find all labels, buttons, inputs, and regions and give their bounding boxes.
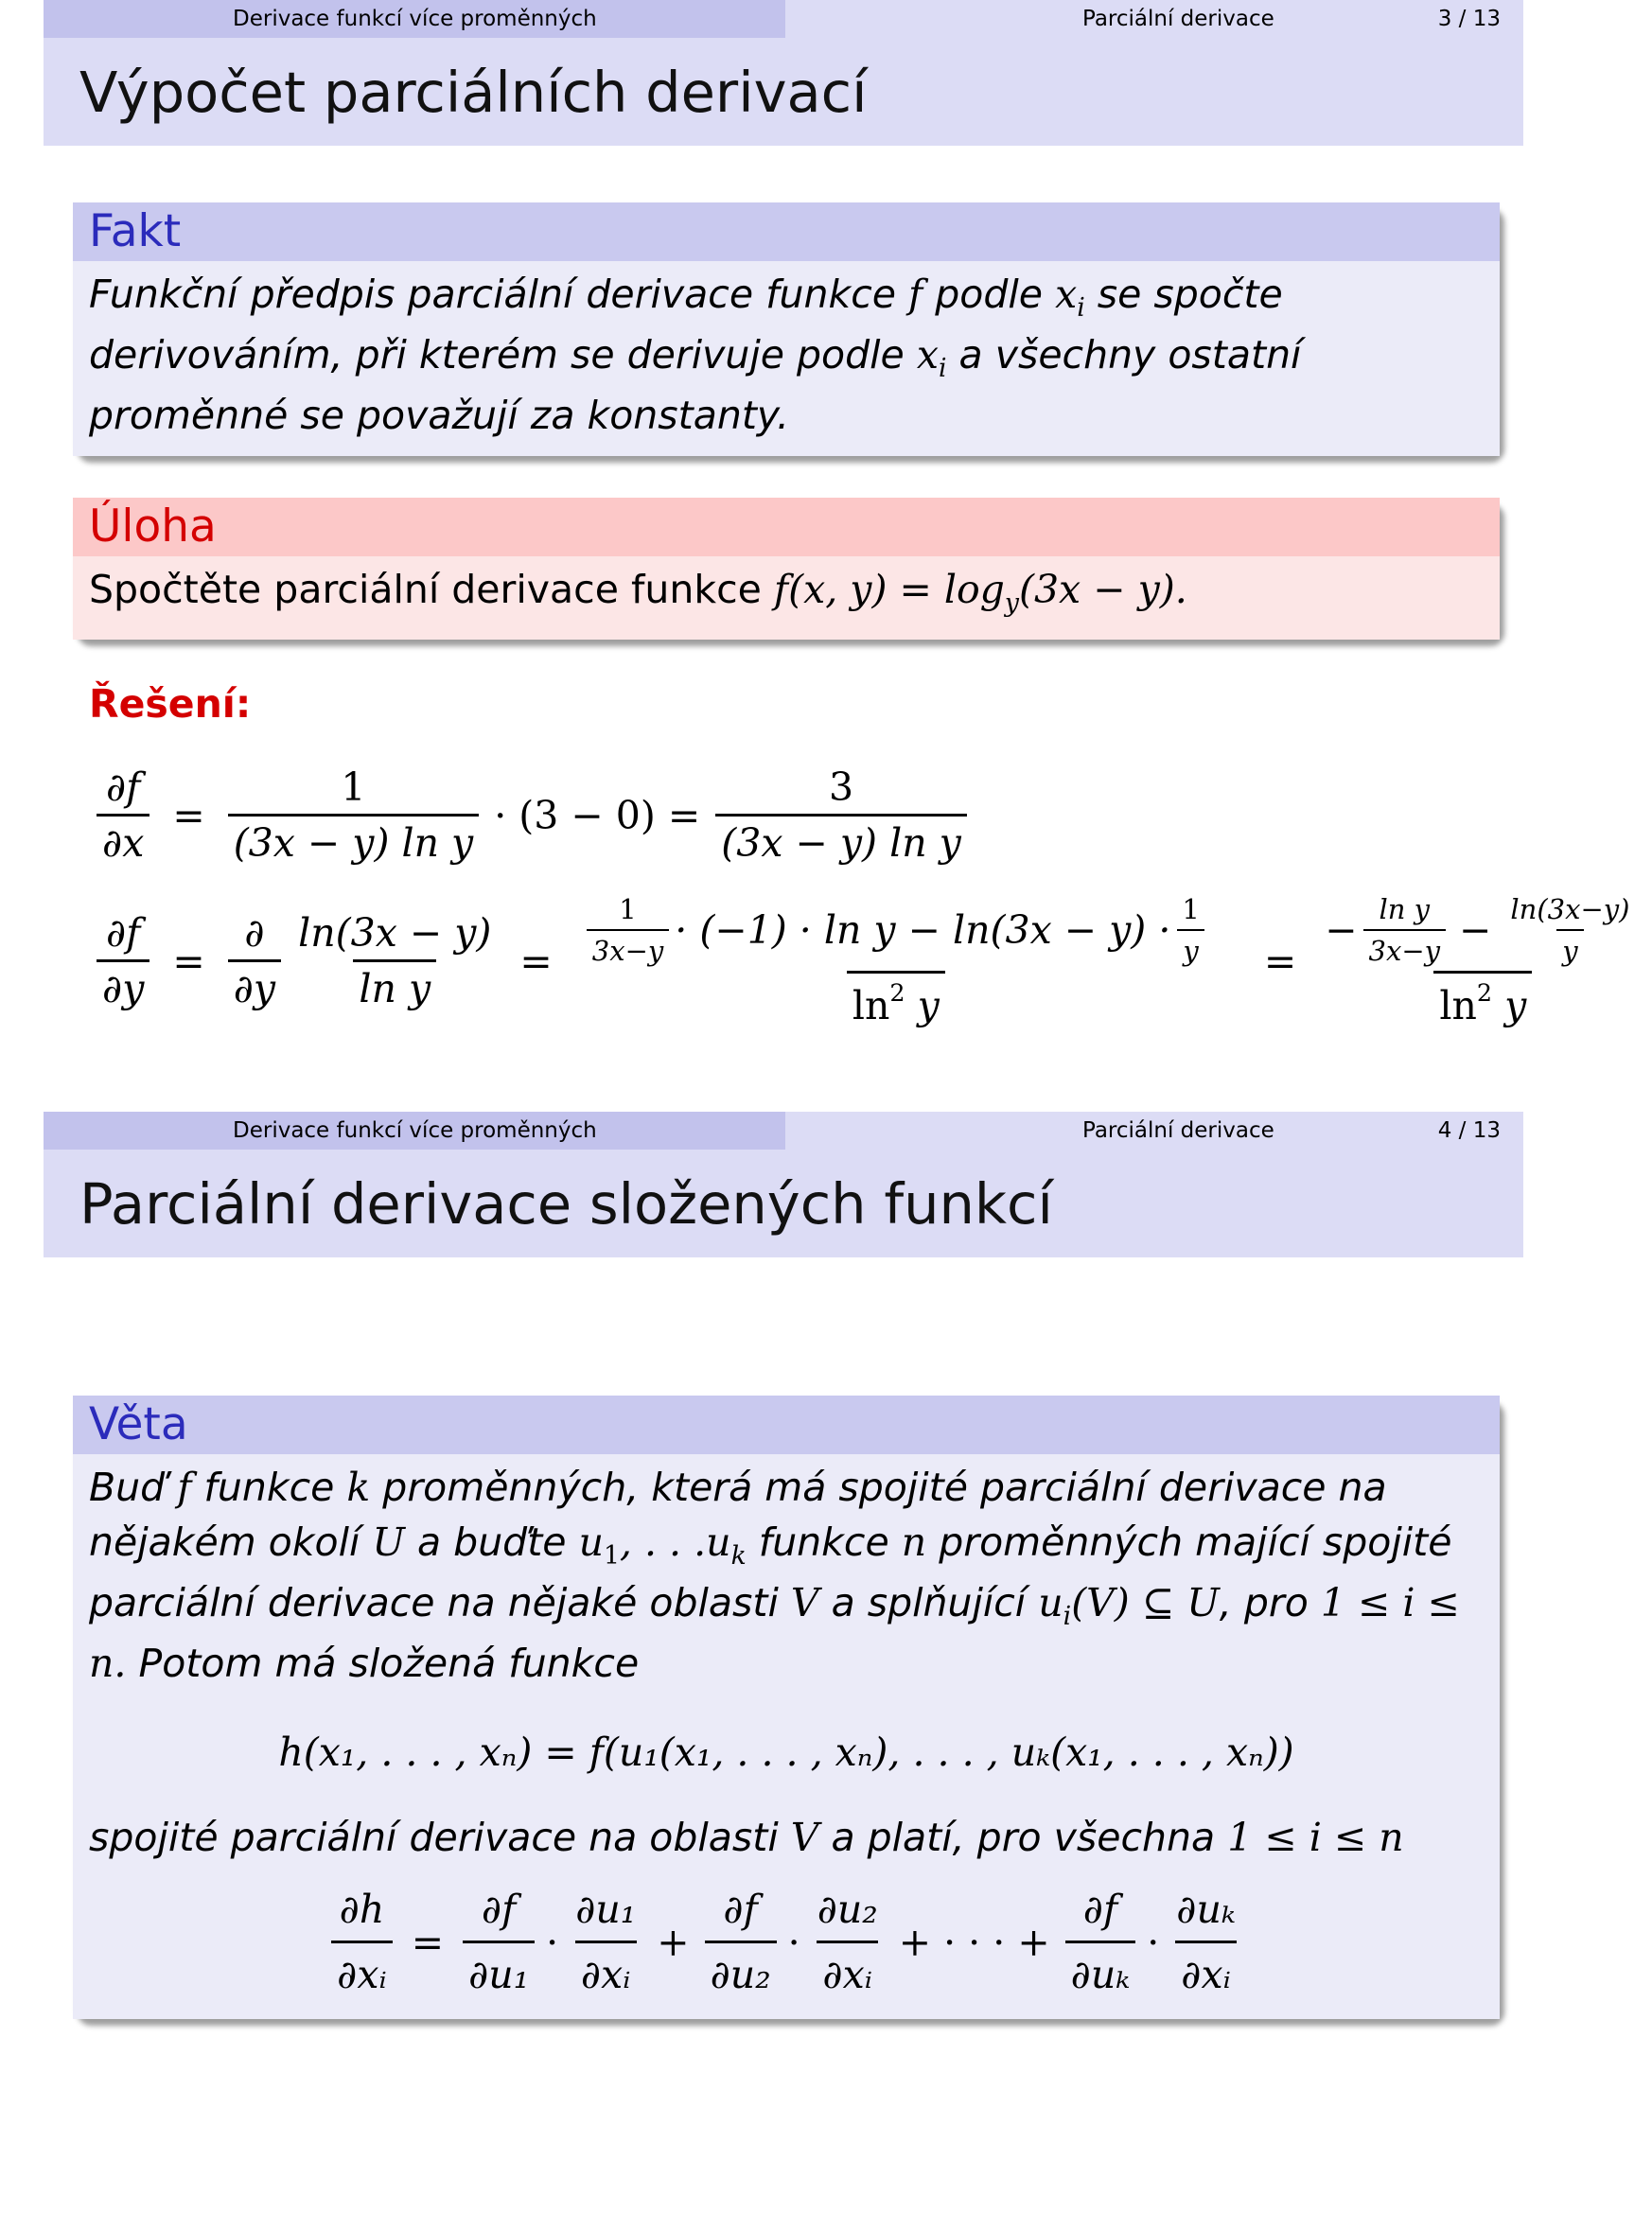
math-var: f	[908, 272, 923, 317]
task-formula	[773, 567, 1187, 619]
slide-3	[0, 0, 1630, 1112]
numerator: 1	[619, 893, 637, 925]
theorem-statement	[89, 1460, 1484, 1691]
section-name: Parciální derivace	[1082, 7, 1274, 31]
math-var: y	[1504, 983, 1527, 1028]
numerator	[575, 893, 1217, 971]
fact-text: se spočte derivováním, při kterém se derivuje podle	[89, 272, 1283, 378]
fact-text: a všechny ostatní proměnné se považují za konstanty.	[89, 332, 1302, 438]
numerator: ∂f	[105, 910, 141, 956]
equals-sign: =	[172, 938, 205, 984]
frame-title-bar	[44, 38, 1523, 146]
math-var-x: x	[1055, 272, 1078, 317]
denominator: ∂y	[97, 959, 149, 1011]
presentation-title: Derivace funkcí více proměnných	[233, 7, 597, 31]
denominator: ∂xᵢ	[1175, 1941, 1237, 2002]
math-var: k	[346, 1465, 371, 1510]
math-sub: i	[1063, 1602, 1072, 1632]
minus-sign: −	[1325, 907, 1358, 953]
equals-sign: =	[172, 792, 205, 838]
task-block-body	[73, 556, 1500, 640]
headline-right	[785, 1112, 1523, 1150]
fraction	[97, 764, 149, 866]
math-sub: 1	[603, 1541, 620, 1572]
math-var	[916, 332, 947, 384]
theorem-text: spojité parciální derivace na oblasti	[89, 1815, 779, 1860]
fraction	[292, 910, 497, 1011]
formula-sub: y	[1004, 588, 1019, 619]
denominator: ∂xᵢ	[331, 1941, 393, 2002]
denominator	[1433, 971, 1532, 1028]
math-dots: , . . .	[619, 1519, 707, 1565]
expression-text: · (−1) · ln y − ln(3x − y) ·	[675, 907, 1171, 953]
slide-4	[0, 1112, 1565, 2213]
denominator: ∂u₂	[705, 1941, 777, 2002]
theorem-block-title: Věta	[73, 1396, 1500, 1454]
fact-block-title: Fakt	[73, 202, 1500, 261]
fraction	[570, 1882, 641, 2002]
math-var: V	[790, 1580, 819, 1625]
denominator: ln y	[353, 959, 436, 1011]
denominator: (3x − y) ln y	[715, 814, 967, 866]
headline-left	[44, 1112, 785, 1150]
numerator: 3	[828, 764, 854, 810]
numerator: ∂	[244, 910, 265, 956]
theorem-text: Buď	[89, 1465, 166, 1510]
task-block	[73, 498, 1500, 640]
theorem-text: a buďte	[417, 1519, 567, 1565]
fraction	[812, 1882, 884, 2002]
math-sub: i	[938, 354, 947, 384]
theorem-text: funkce	[203, 1465, 335, 1510]
fraction	[331, 1882, 393, 2002]
denominator	[847, 971, 945, 1028]
numerator: ∂f	[105, 764, 141, 810]
chain-rule-formula	[89, 1882, 1484, 2002]
ln-text: ln	[1439, 983, 1477, 1028]
page-number: 3 / 13	[1437, 7, 1501, 31]
math-expr-text: 1 ≤ i ≤ n.	[89, 1580, 1460, 1686]
equals-sign: =	[519, 938, 553, 984]
theorem-conclusion	[89, 1810, 1484, 1865]
theorem-text: funkce	[758, 1519, 889, 1565]
headline	[44, 0, 1523, 38]
numerator: ln y	[1379, 893, 1431, 925]
denominator: ∂u₁	[463, 1941, 535, 2002]
math-var: U	[372, 1519, 405, 1565]
dot-operator: ·	[1147, 1919, 1160, 1965]
fact-text: podle	[935, 272, 1044, 317]
denominator: ∂uₖ	[1065, 1941, 1136, 2002]
numerator: 1	[341, 764, 366, 810]
theorem-text: proměnných mající spojité parciální derivace na nějaké oblasti	[89, 1519, 1452, 1625]
formula-part: f(x, y) = log	[773, 567, 1005, 612]
denominator: ∂xᵢ	[575, 1941, 637, 2002]
math-expr-text: (V) ⊆ U	[1071, 1580, 1220, 1625]
fraction-big	[1319, 893, 1646, 1028]
theorem-text: proměnných, která má spojité parciální derivace na nějakém okolí	[89, 1465, 1387, 1565]
denominator: ∂x	[97, 814, 149, 866]
dot-operator: ·	[546, 1919, 559, 1965]
denominator: 3x−y	[587, 929, 670, 967]
fraction	[97, 910, 149, 1011]
math-sub: i	[1077, 293, 1085, 324]
solution-label: Řešení:	[89, 681, 252, 727]
fraction	[228, 910, 281, 1011]
fact-block	[73, 202, 1500, 456]
task-text: Spočtěte parciální derivace funkce	[89, 567, 762, 612]
math-var-x: x	[916, 332, 939, 378]
plus-sign: +	[657, 1919, 690, 1965]
math-expr	[578, 1519, 747, 1572]
denominator: 3x−y	[1363, 929, 1447, 967]
numerator	[1319, 893, 1646, 971]
math-expr-text: 1 ≤ i ≤ n	[1227, 1815, 1404, 1860]
fraction	[463, 1882, 535, 2002]
math-sub: k	[730, 1541, 747, 1572]
page-number: 4 / 13	[1437, 1118, 1501, 1143]
theorem-text: a splňující	[831, 1580, 1027, 1625]
fraction	[1065, 1882, 1136, 2002]
theorem-text: a platí, pro všechna	[831, 1815, 1216, 1860]
equation-partial-y	[91, 893, 1652, 1028]
math-expr	[1038, 1580, 1220, 1632]
math-var: u	[1038, 1580, 1063, 1625]
fact-block-body	[73, 261, 1500, 456]
expression-text: · (3 − 0) =	[494, 792, 701, 838]
composite-function-formula: h(x₁, . . . , xₙ) = f(u₁(x₁, . . . , xₙ), . . . , uₖ(x₁, . . . , xₙ))	[278, 1730, 1294, 1775]
fraction	[1170, 1882, 1241, 2002]
numerator: ∂u₁	[575, 1887, 637, 1932]
numerator: ∂f	[1082, 1887, 1118, 1932]
presentation-title: Derivace funkcí více proměnných	[233, 1118, 597, 1143]
fact-text: Funkční předpis parciální derivace funkce	[89, 272, 896, 317]
math-var: u	[578, 1519, 604, 1565]
theorem-block-body	[73, 1454, 1500, 2019]
ellipsis-sum: + · · · +	[898, 1919, 1050, 1965]
exponent: 2	[889, 977, 905, 1007]
numerator: 1	[1182, 893, 1200, 925]
headline-right	[785, 0, 1523, 38]
equals-sign: =	[1263, 938, 1297, 984]
numerator: ∂f	[723, 1887, 758, 1932]
section-name: Parciální derivace	[1082, 1118, 1274, 1143]
fraction	[705, 1882, 777, 2002]
numerator: ln(3x − y)	[298, 910, 492, 956]
fraction	[587, 893, 670, 967]
numerator: ∂uₖ	[1176, 1887, 1236, 1932]
math-var: V	[790, 1815, 819, 1860]
ln-text: ln	[852, 983, 890, 1028]
formula-part: (3x − y).	[1018, 567, 1187, 612]
math-var: f	[177, 1465, 192, 1510]
math-var	[1055, 272, 1085, 324]
math-var: n	[901, 1519, 927, 1565]
dot-operator: ·	[787, 1919, 800, 1965]
denominator: ∂xᵢ	[817, 1941, 878, 2002]
numerator: ∂u₂	[817, 1887, 878, 1932]
headline-left	[44, 0, 785, 38]
fraction	[228, 764, 480, 866]
frame-title: Výpočet parciálních derivací	[79, 60, 868, 125]
fraction	[1504, 893, 1635, 967]
headline	[44, 1112, 1523, 1150]
denominator: y	[1177, 929, 1204, 967]
numerator: ∂h	[339, 1887, 385, 1932]
frame-title: Parciální derivace složených funkcí	[79, 1171, 1053, 1237]
fraction	[1363, 893, 1447, 967]
fraction	[1176, 893, 1204, 967]
exponent: 2	[1476, 977, 1493, 1007]
theorem-text: , pro	[1219, 1580, 1309, 1625]
math-var: u	[706, 1519, 731, 1565]
fraction-big	[575, 893, 1217, 1028]
equals-sign: =	[411, 1919, 445, 1965]
equation-partial-x	[91, 764, 973, 866]
minus-sign: −	[1459, 907, 1492, 953]
denominator: ∂y	[228, 959, 281, 1011]
denominator: y	[1556, 929, 1583, 967]
theorem-text: Potom má složená funkce	[138, 1641, 640, 1686]
task-block-title: Úloha	[73, 498, 1500, 556]
numerator: ∂f	[481, 1887, 517, 1932]
frame-title-bar	[44, 1150, 1523, 1257]
theorem-block	[73, 1396, 1500, 2019]
numerator: ln(3x−y)	[1510, 893, 1630, 925]
denominator: (3x − y) ln y	[228, 814, 480, 866]
math-var: y	[917, 983, 940, 1028]
fraction	[715, 764, 967, 866]
